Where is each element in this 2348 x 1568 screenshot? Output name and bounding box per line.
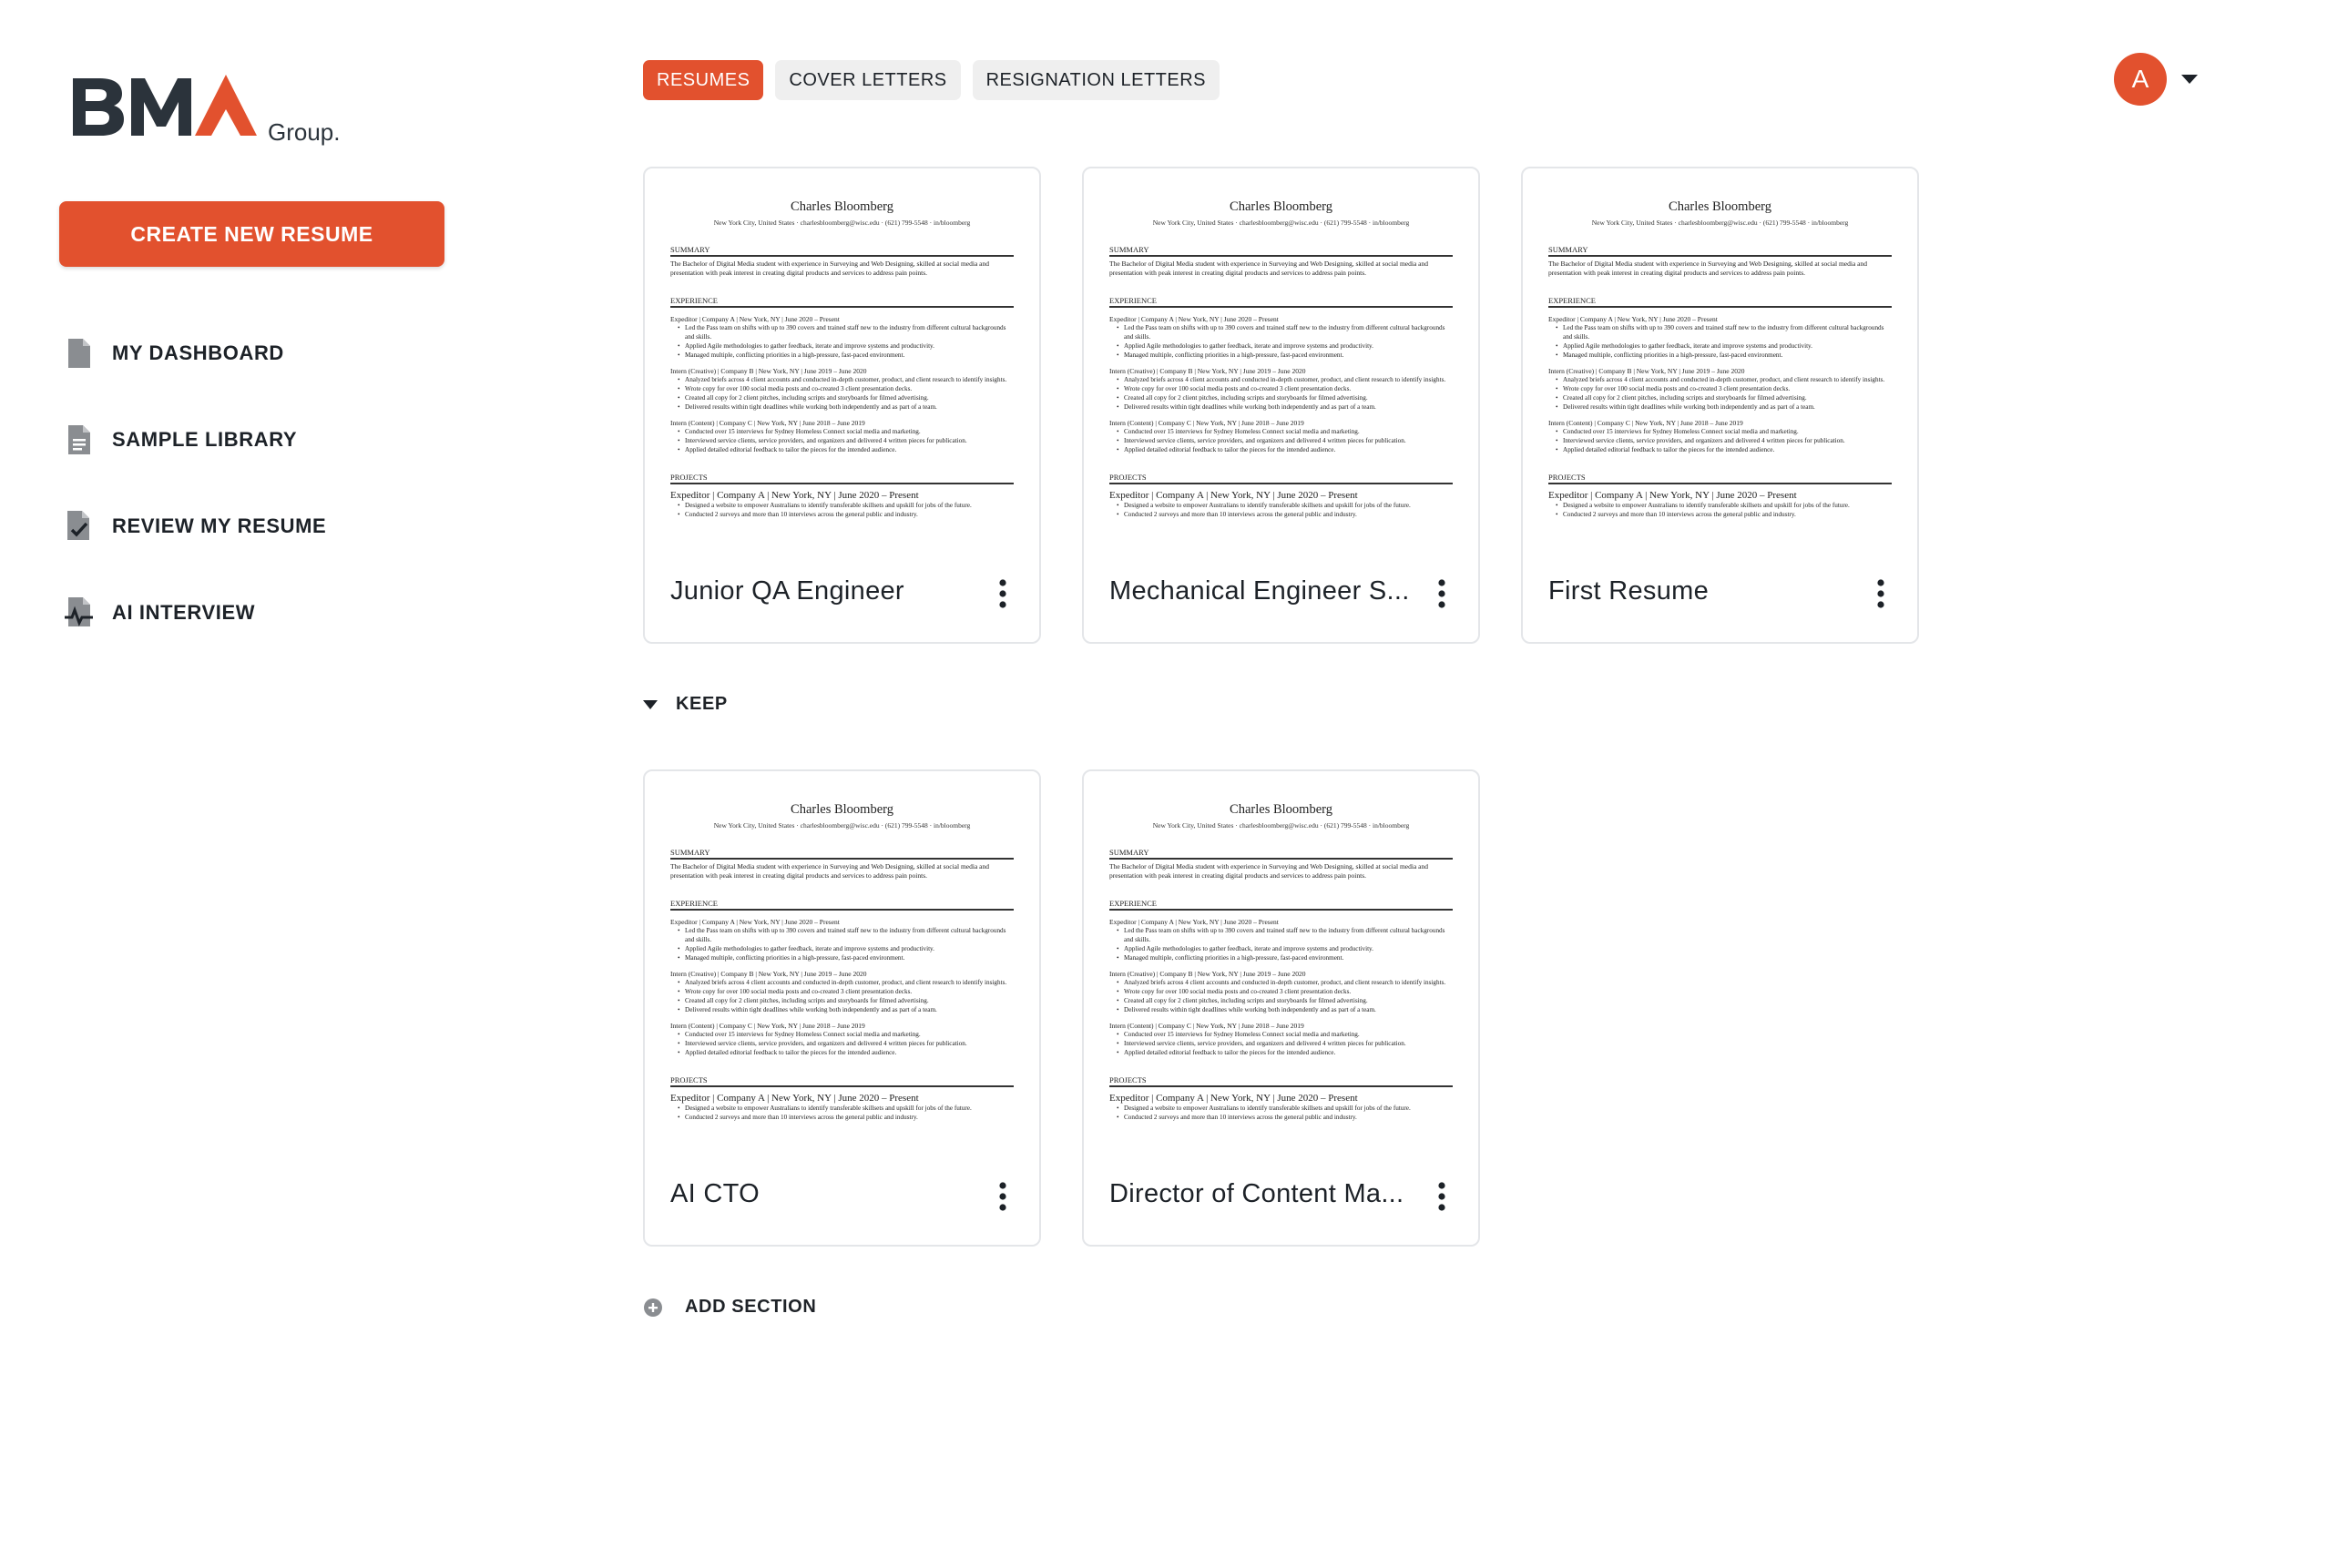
resume-preview: [670, 799, 1014, 1146]
preview-paragraph: The Bachelor of Digital Media student with experience in Surveying and Web Designing, skilled at social media and presentation with peak interest in creating digital products and services to address pain points.: [670, 862, 989, 880]
preview-role: Intern (Content) | Company C | New York, NY | June 2018 – June 2019: [1548, 419, 1743, 427]
sidebar-item-my-dashboard[interactable]: [64, 310, 326, 396]
preview-bullet: • Led the Pass team on shifts with up to 390 covers and trained staff new to the industry from different cultural backgrounds and skills.: [1124, 926, 1453, 944]
preview-bullet: • Led the Pass team on shifts with up to 390 covers and trained staff new to the industry from different cultural backgrounds and skills.: [685, 926, 1014, 944]
avatar[interactable]: A: [2114, 53, 2167, 106]
preview-bullet: • Led the Pass team on shifts with up to 390 covers and trained staff new to the industry from different cultural backgrounds and skills.: [1124, 323, 1453, 341]
preview-role: Expeditor | Company A | New York, NY | June 2020 – Present: [670, 918, 840, 926]
preview-name: Charles Bloomberg: [1230, 199, 1332, 214]
preview-role: Intern (Content) | Company C | New York, NY | June 2018 – June 2019: [1109, 419, 1304, 427]
preview-section-heading: PROJECTS: [670, 473, 1014, 484]
preview-role: Expeditor | Company A | New York, NY | June 2020 – Present: [1109, 918, 1279, 926]
resume-title[interactable]: AI CTO: [670, 1179, 760, 1208]
preview-bullet: • Analyzed briefs across 4 client accounts and conducted in-depth customer, product, and client research to identify insights.: [1563, 375, 1892, 384]
create-new-resume-button[interactable]: CREATE NEW RESUME: [59, 201, 444, 267]
preview-bullet: • Conducted 2 surveys and more than 10 interviews across the general public and industry.: [1124, 510, 1453, 519]
preview-bullet: • Created all copy for 2 client pitches, including scripts and storyboards for filmed advertising.: [685, 393, 1014, 402]
preview-section-heading: PROJECTS: [1109, 473, 1453, 484]
resume-card[interactable]: [643, 769, 1041, 1247]
resume-title[interactable]: Mechanical Engineer S...: [1109, 576, 1410, 606]
preview-name: Charles Bloomberg: [1230, 802, 1332, 817]
preview-bullet: • Wrote copy for over 100 social media posts and co-created 3 client presentation decks.: [1563, 384, 1892, 393]
preview-bullet: • Led the Pass team on shifts with up to 390 covers and trained staff new to the industry from different cultural backgrounds and skills.: [685, 323, 1014, 341]
preview-section-heading: SUMMARY: [670, 848, 1014, 860]
more-options-icon[interactable]: [1433, 578, 1451, 609]
document-lines-icon: [64, 422, 95, 458]
preview-bullet: • Applied Agile methodologies to gather feedback, iterate and improve systems and productivity.: [1124, 944, 1453, 953]
more-options-icon[interactable]: [1433, 1181, 1451, 1212]
preview-bullet: • Created all copy for 2 client pitches, including scripts and storyboards for filmed advertising.: [1563, 393, 1892, 402]
tab-cover-letters[interactable]: COVER LETTERS: [775, 60, 960, 100]
preview-role: Intern (Creative) | Company B | New York, NY | June 2019 – June 2020: [670, 367, 867, 375]
resume-preview: [1109, 196, 1453, 544]
preview-bullet: • Wrote copy for over 100 social media posts and co-created 3 client presentation decks.: [685, 987, 1014, 996]
preview-bullet: • Led the Pass team on shifts with up to 390 covers and trained staff new to the industry from different cultural backgrounds and skills.: [1563, 323, 1892, 341]
preview-bullet: • Conducted over 15 interviews for Sydney Homeless Connect social media and marketing.: [685, 1030, 1014, 1039]
preview-name: Charles Bloomberg: [791, 802, 893, 817]
document-type-tabs: [643, 60, 1220, 100]
sidebar-nav: [64, 310, 326, 656]
caret-down-icon: [643, 699, 658, 710]
sidebar-item-sample-library[interactable]: [64, 396, 326, 483]
preview-bullet: • Analyzed briefs across 4 client accounts and conducted in-depth customer, product, and client research to identify insights.: [1124, 978, 1453, 987]
preview-bullet: • Applied detailed editorial feedback to tailor the pieces for the intended audience.: [685, 445, 1014, 454]
preview-section-heading: SUMMARY: [1109, 848, 1453, 860]
plus-circle-icon: [643, 1298, 663, 1318]
resume-title[interactable]: Junior QA Engineer: [670, 576, 904, 606]
preview-bullet: • Managed multiple, conflicting priorities in a high-pressure, fast-paced environment.: [1124, 953, 1453, 962]
resume-card[interactable]: [1082, 167, 1480, 644]
tab-resumes[interactable]: RESUMES: [643, 60, 763, 100]
preview-bullet: • Interviewed service clients, service providers, and organizers and delivered 4 written pieces for publication.: [1124, 436, 1453, 445]
preview-bullet: • Designed a website to empower Australians to identify transferable skillsets and upskill for jobs of the future.: [1124, 1104, 1453, 1113]
preview-bullet: • Conducted 2 surveys and more than 10 interviews across the general public and industry.: [685, 1113, 1014, 1122]
preview-bullet: • Designed a website to empower Australians to identify transferable skillsets and upskill for jobs of the future.: [1563, 501, 1892, 510]
preview-bullet: • Conducted 2 surveys and more than 10 interviews across the general public and industry.: [1563, 510, 1892, 519]
resume-preview: [670, 196, 1014, 544]
chevron-down-icon[interactable]: [2180, 73, 2199, 86]
document-check-icon: [64, 508, 95, 545]
preview-bullet: • Delivered results within tight deadlines while working both independently and as part of a team.: [1124, 1005, 1453, 1014]
preview-bullet: • Conducted 2 surveys and more than 10 interviews across the general public and industry.: [1124, 1113, 1453, 1122]
preview-bullet: • Interviewed service clients, service providers, and organizers and delivered 4 written pieces for publication.: [685, 436, 1014, 445]
more-options-icon[interactable]: [994, 1181, 1012, 1212]
preview-bullet: • Designed a website to empower Australians to identify transferable skillsets and upskill for jobs of the future.: [685, 501, 1014, 510]
resume-preview: [1548, 196, 1892, 544]
preview-role: Intern (Creative) | Company B | New York, NY | June 2019 – June 2020: [1109, 970, 1306, 978]
preview-section-heading: SUMMARY: [1548, 245, 1892, 257]
preview-section-heading: EXPERIENCE: [1109, 899, 1453, 911]
preview-bullet: • Delivered results within tight deadlines while working both independently and as part of a team.: [1124, 402, 1453, 412]
document-pulse-icon: [64, 595, 95, 631]
sidebar-item-label: REVIEW MY RESUME: [112, 514, 327, 537]
sidebar-item-label: MY DASHBOARD: [112, 341, 284, 364]
preview-bullet: • Managed multiple, conflicting priorities in a high-pressure, fast-paced environment.: [685, 953, 1014, 962]
preview-role: Intern (Creative) | Company B | New York, NY | June 2019 – June 2020: [1548, 367, 1745, 375]
preview-bullet: • Applied detailed editorial feedback to tailor the pieces for the intended audience.: [1563, 445, 1892, 454]
section-label: KEEP: [676, 694, 728, 714]
preview-section-heading: EXPERIENCE: [670, 296, 1014, 308]
preview-bullet: • Delivered results within tight deadlines while working both independently and as part of a team.: [1563, 402, 1892, 412]
preview-contact: New York City, United States · charlesbloomberg@wisc.edu · (621) 799-5548 · in/bloomberg: [1591, 219, 1849, 227]
preview-contact: New York City, United States · charlesbloomberg@wisc.edu · (621) 799-5548 · in/bloomberg: [1152, 219, 1410, 227]
preview-section-heading: SUMMARY: [1109, 245, 1453, 257]
preview-bullet: • Conducted over 15 interviews for Sydney Homeless Connect social media and marketing.: [685, 427, 1014, 436]
resume-preview: [1109, 799, 1453, 1146]
preview-section-heading: EXPERIENCE: [670, 899, 1014, 911]
preview-bullet: • Conducted over 15 interviews for Sydney Homeless Connect social media and marketing.: [1124, 1030, 1453, 1039]
preview-paragraph: The Bachelor of Digital Media student with experience in Surveying and Web Designing, skilled at social media and presentation with peak interest in creating digital products and services to address pain points.: [670, 260, 989, 277]
preview-role: Expeditor | Company A | New York, NY | June 2020 – Present: [1109, 1093, 1358, 1104]
preview-name: Charles Bloomberg: [791, 199, 893, 214]
preview-role: Intern (Content) | Company C | New York, NY | June 2018 – June 2019: [1109, 1022, 1304, 1030]
preview-section-heading: EXPERIENCE: [1109, 296, 1453, 308]
resume-title[interactable]: First Resume: [1548, 576, 1710, 606]
preview-bullet: • Analyzed briefs across 4 client accounts and conducted in-depth customer, product, and client research to identify insights.: [685, 375, 1014, 384]
resume-title[interactable]: Director of Content Ma...: [1109, 1179, 1404, 1208]
add-section-label: ADD SECTION: [685, 1297, 817, 1317]
preview-section-heading: SUMMARY: [670, 245, 1014, 257]
more-options-icon[interactable]: [1872, 578, 1890, 609]
resume-card[interactable]: [1082, 769, 1480, 1247]
preview-bullet: • Wrote copy for over 100 social media posts and co-created 3 client presentation decks.: [1124, 987, 1453, 996]
preview-contact: New York City, United States · charlesbloomberg@wisc.edu · (621) 799-5548 · in/bloomberg: [1152, 821, 1410, 830]
preview-bullet: • Created all copy for 2 client pitches, including scripts and storyboards for filmed advertising.: [1124, 996, 1453, 1005]
preview-role: Expeditor | Company A | New York, NY | June 2020 – Present: [1109, 315, 1279, 323]
preview-contact: New York City, United States · charlesbloomberg@wisc.edu · (621) 799-5548 · in/bloomberg: [713, 821, 971, 830]
preview-role: Expeditor | Company A | New York, NY | June 2020 – Present: [1548, 490, 1797, 501]
preview-bullet: • Managed multiple, conflicting priorities in a high-pressure, fast-paced environment.: [685, 351, 1014, 360]
resume-card[interactable]: [1521, 167, 1919, 644]
preview-bullet: • Analyzed briefs across 4 client accounts and conducted in-depth customer, product, and client research to identify insights.: [685, 978, 1014, 987]
preview-contact: New York City, United States · charlesbloomberg@wisc.edu · (621) 799-5548 · in/bloomberg: [713, 219, 971, 227]
preview-paragraph: The Bachelor of Digital Media student with experience in Surveying and Web Designing, skilled at social media and presentation with peak interest in creating digital products and services to address pain points.: [1548, 260, 1867, 277]
preview-bullet: • Delivered results within tight deadlines while working both independently and as part of a team.: [685, 1005, 1014, 1014]
sidebar-item-label: AI INTERVIEW: [112, 600, 256, 624]
more-options-icon[interactable]: [994, 578, 1012, 609]
preview-paragraph: The Bachelor of Digital Media student with experience in Surveying and Web Designing, skilled at social media and presentation with peak interest in creating digital products and services to address pain points.: [1109, 862, 1428, 880]
tab-resignation-letters[interactable]: RESIGNATION LETTERS: [973, 60, 1220, 100]
preview-bullet: • Delivered results within tight deadlines while working both independently and as part of a team.: [685, 402, 1014, 412]
preview-bullet: • Created all copy for 2 client pitches, including scripts and storyboards for filmed advertising.: [685, 996, 1014, 1005]
preview-bullet: • Conducted over 15 interviews for Sydney Homeless Connect social media and marketing.: [1563, 427, 1892, 436]
preview-role: Expeditor | Company A | New York, NY | June 2020 – Present: [1109, 490, 1358, 501]
sidebar-item-review-my-resume[interactable]: [64, 483, 326, 569]
keep-section-toggle[interactable]: [643, 694, 728, 715]
preview-section-heading: PROJECTS: [670, 1075, 1014, 1087]
preview-bullet: • Applied Agile methodologies to gather feedback, iterate and improve systems and productivity.: [1124, 341, 1453, 351]
add-section-button[interactable]: [643, 1297, 816, 1318]
preview-role: Expeditor | Company A | New York, NY | June 2020 – Present: [1548, 315, 1718, 323]
preview-name: Charles Bloomberg: [1669, 199, 1771, 214]
preview-bullet: • Designed a website to empower Australians to identify transferable skillsets and upskill for jobs of the future.: [1124, 501, 1453, 510]
preview-role: Intern (Content) | Company C | New York, NY | June 2018 – June 2019: [670, 1022, 865, 1030]
preview-section-heading: PROJECTS: [1548, 473, 1892, 484]
preview-role: Expeditor | Company A | New York, NY | June 2020 – Present: [670, 1093, 919, 1104]
preview-bullet: • Conducted over 15 interviews for Sydney Homeless Connect social media and marketing.: [1124, 427, 1453, 436]
preview-bullet: • Designed a website to empower Australians to identify transferable skillsets and upskill for jobs of the future.: [685, 1104, 1014, 1113]
preview-bullet: • Applied Agile methodologies to gather feedback, iterate and improve systems and productivity.: [685, 944, 1014, 953]
sidebar-item-ai-interview[interactable]: [64, 569, 326, 656]
preview-bullet: • Applied Agile methodologies to gather feedback, iterate and improve systems and productivity.: [685, 341, 1014, 351]
resume-card[interactable]: [643, 167, 1041, 644]
preview-bullet: • Created all copy for 2 client pitches, including scripts and storyboards for filmed advertising.: [1124, 393, 1453, 402]
preview-bullet: • Applied detailed editorial feedback to tailor the pieces for the intended audience.: [685, 1048, 1014, 1057]
preview-bullet: • Managed multiple, conflicting priorities in a high-pressure, fast-paced environment.: [1124, 351, 1453, 360]
preview-bullet: • Wrote copy for over 100 social media posts and co-created 3 client presentation decks.: [1124, 384, 1453, 393]
preview-bullet: • Conducted 2 surveys and more than 10 interviews across the general public and industry.: [685, 510, 1014, 519]
preview-bullet: • Interviewed service clients, service providers, and organizers and delivered 4 written pieces for publication.: [1563, 436, 1892, 445]
preview-role: Intern (Content) | Company C | New York, NY | June 2018 – June 2019: [670, 419, 865, 427]
preview-role: Expeditor | Company A | New York, NY | June 2020 – Present: [670, 315, 840, 323]
preview-bullet: • Managed multiple, conflicting priorities in a high-pressure, fast-paced environment.: [1563, 351, 1892, 360]
preview-bullet: • Interviewed service clients, service providers, and organizers and delivered 4 written pieces for publication.: [685, 1039, 1014, 1048]
preview-paragraph: The Bachelor of Digital Media student with experience in Surveying and Web Designing, skilled at social media and presentation with peak interest in creating digital products and services to address pain points.: [1109, 260, 1428, 277]
preview-role: Intern (Creative) | Company B | New York, NY | June 2019 – June 2020: [1109, 367, 1306, 375]
preview-section-heading: EXPERIENCE: [1548, 296, 1892, 308]
preview-bullet: • Analyzed briefs across 4 client accounts and conducted in-depth customer, product, and client research to identify insights.: [1124, 375, 1453, 384]
sidebar-item-label: SAMPLE LIBRARY: [112, 427, 298, 451]
svg-text:Group.: Group.: [268, 118, 341, 146]
document-icon: [64, 335, 95, 372]
preview-bullet: • Interviewed service clients, service providers, and organizers and delivered 4 written pieces for publication.: [1124, 1039, 1453, 1048]
preview-section-heading: PROJECTS: [1109, 1075, 1453, 1087]
preview-role: Expeditor | Company A | New York, NY | June 2020 – Present: [670, 490, 919, 501]
preview-bullet: • Applied detailed editorial feedback to tailor the pieces for the intended audience.: [1124, 1048, 1453, 1057]
preview-role: Intern (Creative) | Company B | New York, NY | June 2019 – June 2020: [670, 970, 867, 978]
preview-bullet: • Wrote copy for over 100 social media posts and co-created 3 client presentation decks.: [685, 384, 1014, 393]
preview-bullet: • Applied detailed editorial feedback to tailor the pieces for the intended audience.: [1124, 445, 1453, 454]
brand-logo[interactable]: [71, 75, 353, 148]
preview-bullet: • Applied Agile methodologies to gather feedback, iterate and improve systems and productivity.: [1563, 341, 1892, 351]
